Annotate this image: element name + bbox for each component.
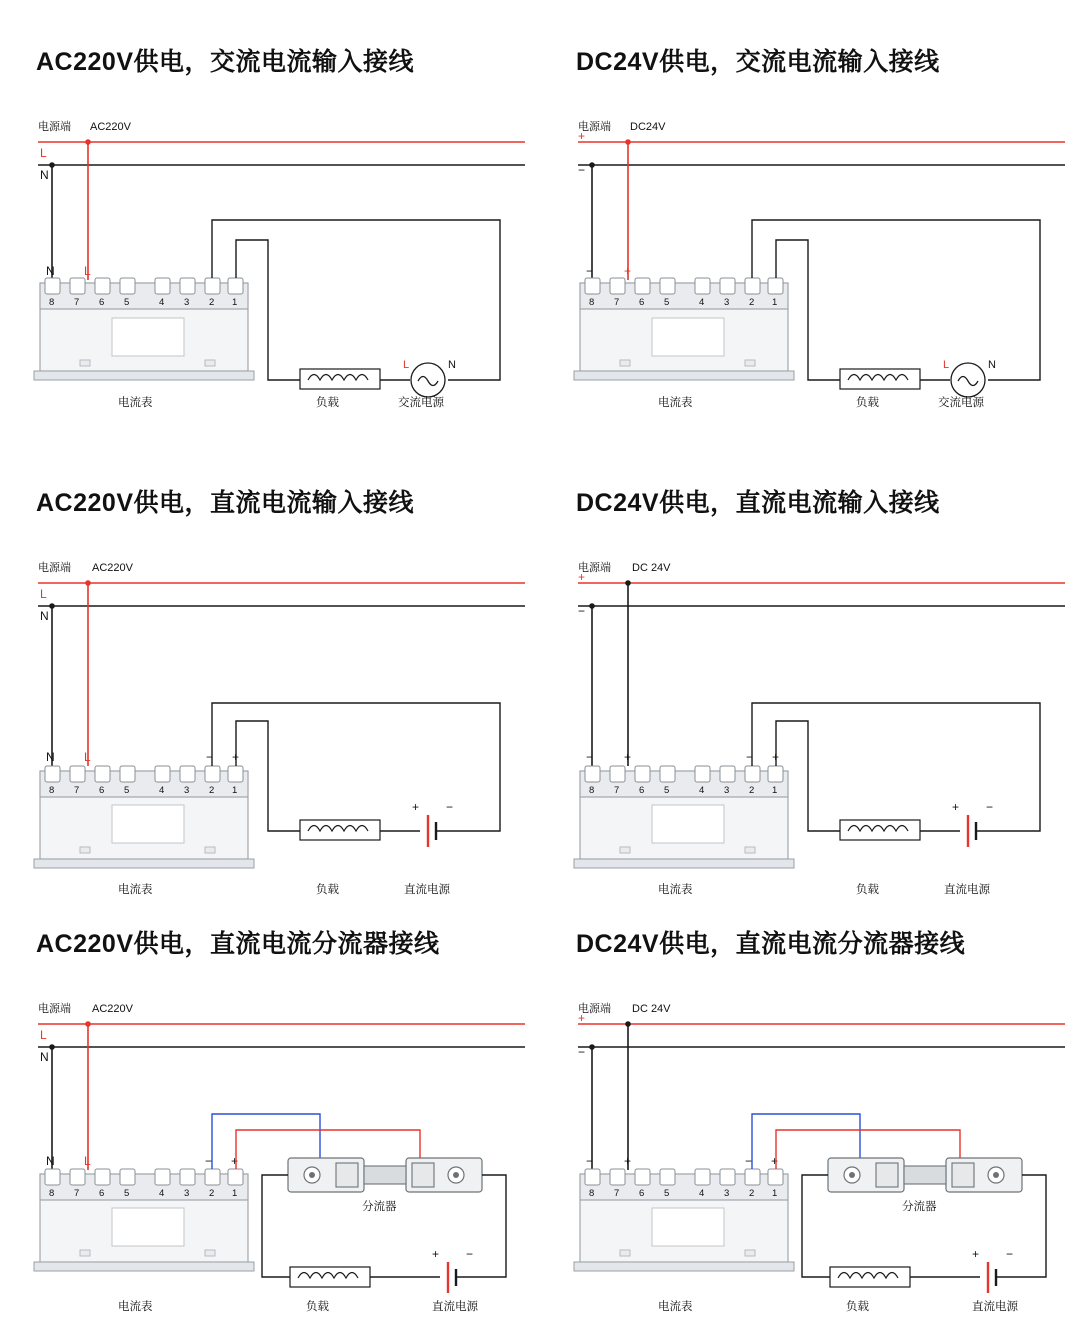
meter-caption: 电流表 <box>658 1301 693 1313</box>
junction-dot <box>49 1044 55 1050</box>
meter-button-left <box>620 360 630 366</box>
meter-caption: 电流表 <box>658 397 693 409</box>
svg-text:1: 1 <box>232 785 238 796</box>
svg-text:5: 5 <box>664 1188 670 1199</box>
svg-text:4: 4 <box>159 785 165 796</box>
terminal-left-label: N <box>46 1154 55 1168</box>
input-terminal-right-label: + <box>231 1154 239 1168</box>
source-caption: 直流电源 <box>404 884 450 896</box>
terminal-right-label: + <box>624 750 632 764</box>
meter-button-left <box>620 847 630 853</box>
terminal-right-label: + <box>624 264 632 278</box>
svg-text:8: 8 <box>589 1188 595 1199</box>
svg-text:6: 6 <box>99 297 105 308</box>
panel-title: AC220V供电，交流电流输入接线 <box>36 48 414 76</box>
panel-diagram <box>540 521 1080 896</box>
svg-text:5: 5 <box>124 1188 130 1199</box>
source-terminal-left-label: + <box>952 800 960 814</box>
svg-text:2: 2 <box>749 785 755 796</box>
measure-loop-outer <box>752 703 1040 831</box>
panel-diagram <box>0 962 540 1322</box>
svg-text:8: 8 <box>49 785 55 796</box>
svg-text:7: 7 <box>74 1188 80 1199</box>
source-terminal-right-label: − <box>446 800 454 814</box>
svg-text:3: 3 <box>724 1188 730 1199</box>
supply-label: 电源端 <box>38 121 71 133</box>
svg-text:2: 2 <box>209 785 215 796</box>
svg-text:7: 7 <box>614 297 620 308</box>
svg-text:2: 2 <box>209 297 215 308</box>
meter-display <box>112 1208 184 1246</box>
meter-display <box>112 318 184 356</box>
junction-dot <box>85 1021 91 1027</box>
terminal-left-label: N <box>46 264 55 278</box>
supply-value: AC220V <box>92 1003 133 1015</box>
panel-ac220v-ac-current <box>0 0 540 441</box>
svg-text:5: 5 <box>664 785 670 796</box>
panel-diagram <box>540 80 1080 440</box>
input-terminal-left-label: − <box>745 1154 753 1168</box>
panel-title: DC24V供电，交流电流输入接线 <box>576 48 940 76</box>
supply-value: AC220V <box>92 562 133 574</box>
terminal-left-label: − <box>586 1154 594 1168</box>
panel-ac220v-dc-shunt <box>0 882 540 1324</box>
terminal-left-label: − <box>586 264 594 278</box>
bus-bottom-label: − <box>578 1045 586 1059</box>
diagram-svg-6 <box>540 962 1080 1322</box>
panel-title: DC24V供电，直流电流输入接线 <box>576 489 940 517</box>
source-terminal-left-label: + <box>972 1247 980 1261</box>
junction-dot <box>589 603 595 609</box>
panel-title: AC220V供电，直流电流分流器接线 <box>36 930 440 958</box>
panel-dc24v-dc-current <box>540 441 1080 896</box>
bus-top-label: L <box>40 146 47 160</box>
measure-loop-outer <box>212 703 500 831</box>
panel-dc24v-dc-shunt <box>540 882 1080 1324</box>
bus-bottom-label: N <box>40 168 49 182</box>
diagram-svg-5 <box>0 962 540 1322</box>
meter-display <box>112 805 184 843</box>
meter-base <box>34 859 254 868</box>
svg-text:6: 6 <box>99 785 105 796</box>
supply-value: AC220V <box>90 121 131 133</box>
supply-label: 电源端 <box>578 562 611 574</box>
meter-button-left <box>80 1250 90 1256</box>
meter-button-left <box>80 847 90 853</box>
svg-text:1: 1 <box>772 297 778 308</box>
svg-text:5: 5 <box>124 297 130 308</box>
meter-button-right <box>745 847 755 853</box>
dc-source-symbol <box>988 1262 1018 1293</box>
dc-source-symbol <box>428 815 460 847</box>
svg-text:3: 3 <box>724 785 730 796</box>
source-caption: 直流电源 <box>432 1301 478 1313</box>
source-caption: 交流电源 <box>938 397 984 409</box>
meter-button-right <box>745 1250 755 1256</box>
source-terminal-right-label: − <box>1006 1247 1014 1261</box>
bus-bottom-label: − <box>578 604 586 618</box>
svg-text:2: 2 <box>749 297 755 308</box>
svg-text:7: 7 <box>614 1188 620 1199</box>
panel-title: DC24V供电，直流电流分流器接线 <box>576 930 966 958</box>
bus-top-label: + <box>578 129 586 143</box>
svg-text:8: 8 <box>589 785 595 796</box>
meter-button-right <box>205 847 215 853</box>
meter-button-right <box>205 1250 215 1256</box>
source-caption: 交流电源 <box>398 397 444 409</box>
meter-caption: 电流表 <box>118 1301 153 1313</box>
svg-text:1: 1 <box>232 1188 238 1199</box>
meter-display <box>652 805 724 843</box>
shunt-caption: 分流器 <box>362 1201 397 1213</box>
svg-text:8: 8 <box>49 1188 55 1199</box>
bus-bottom-label: N <box>40 609 49 623</box>
input-terminal-right-label: + <box>772 750 780 764</box>
svg-text:3: 3 <box>724 297 730 308</box>
terminal-right-label: L <box>84 750 91 764</box>
svg-text:2: 2 <box>209 1188 215 1199</box>
bus-top-label: L <box>40 587 47 601</box>
shunt-caption: 分流器 <box>902 1201 937 1213</box>
input-terminal-right-label: + <box>232 750 240 764</box>
dc-source-symbol <box>968 815 1000 847</box>
junction-dot <box>589 162 595 168</box>
panel-diagram <box>0 80 540 440</box>
shunt-symbol <box>828 1158 1022 1192</box>
supply-label: 电源端 <box>578 121 611 133</box>
diagram-svg-2 <box>540 80 1080 440</box>
svg-text:2: 2 <box>749 1188 755 1199</box>
source-caption: 直流电源 <box>972 1301 1018 1313</box>
measure-loop-outer <box>752 220 1040 380</box>
meter-base <box>34 371 254 380</box>
terminal-right-label: L <box>84 264 91 278</box>
meter-button-right <box>205 360 215 366</box>
bus-bottom-label: N <box>40 1050 49 1064</box>
supply-value: DC 24V <box>632 562 671 574</box>
load-caption: 负载 <box>856 397 879 409</box>
source-terminal-left-label: L <box>403 359 410 371</box>
svg-text:1: 1 <box>772 1188 778 1199</box>
meter-caption: 电流表 <box>118 397 153 409</box>
input-terminal-right-label: + <box>771 1154 779 1168</box>
supply-label: 电源端 <box>578 1003 611 1015</box>
svg-text:4: 4 <box>699 785 705 796</box>
svg-text:1: 1 <box>772 785 778 796</box>
supply-label: 电源端 <box>38 1003 71 1015</box>
svg-text:5: 5 <box>664 297 670 308</box>
meter-caption: 电流表 <box>658 884 693 896</box>
source-caption: 直流电源 <box>944 884 990 896</box>
svg-text:4: 4 <box>159 297 165 308</box>
bus-top-label: L <box>40 1028 47 1042</box>
svg-text:6: 6 <box>99 1188 105 1199</box>
svg-text:7: 7 <box>74 297 80 308</box>
diagram-svg-1 <box>0 80 540 440</box>
panel-title: AC220V供电，直流电流输入接线 <box>36 489 414 517</box>
load-caption: 负载 <box>846 1301 869 1313</box>
bus-bottom-label: − <box>578 163 586 177</box>
svg-text:3: 3 <box>184 785 190 796</box>
supply-label: 电源端 <box>38 562 71 574</box>
source-terminal-left-label: + <box>412 800 420 814</box>
svg-text:6: 6 <box>639 785 645 796</box>
svg-text:8: 8 <box>589 297 595 308</box>
terminal-right-label: + <box>624 1154 632 1168</box>
panel-diagram <box>540 962 1080 1322</box>
svg-text:5: 5 <box>124 785 130 796</box>
junction-dot <box>625 1021 631 1027</box>
svg-text:1: 1 <box>232 297 238 308</box>
bus-top-label: + <box>578 1011 586 1025</box>
meter-base <box>574 859 794 868</box>
load-caption: 负载 <box>856 884 879 896</box>
junction-dot <box>49 162 55 168</box>
meter-display <box>652 1208 724 1246</box>
junction-dot <box>625 139 631 145</box>
supply-value: DC 24V <box>632 1003 671 1015</box>
junction-dot <box>85 139 91 145</box>
source-terminal-left-label: + <box>432 1247 440 1261</box>
svg-text:6: 6 <box>639 297 645 308</box>
input-terminal-left-label: − <box>205 1154 213 1168</box>
load-caption: 负载 <box>316 884 339 896</box>
meter-button-left <box>80 360 90 366</box>
junction-dot <box>589 1044 595 1050</box>
supply-value: DC24V <box>630 121 666 133</box>
load-caption: 负载 <box>306 1301 329 1313</box>
meter-base <box>574 371 794 380</box>
terminal-left-label: − <box>586 750 594 764</box>
svg-text:3: 3 <box>184 1188 190 1199</box>
panel-ac220v-dc-current <box>0 441 540 896</box>
junction-dot <box>85 580 91 586</box>
panel-dc24v-ac-current <box>540 0 1080 441</box>
svg-text:7: 7 <box>614 785 620 796</box>
svg-text:4: 4 <box>699 1188 705 1199</box>
panel-diagram <box>0 521 540 896</box>
junction-dot <box>49 603 55 609</box>
meter-display <box>652 318 724 356</box>
diagram-svg-4 <box>540 521 1080 896</box>
terminal-left-label: N <box>46 750 55 764</box>
shunt-symbol <box>288 1158 482 1192</box>
svg-text:3: 3 <box>184 297 190 308</box>
meter-button-right <box>745 360 755 366</box>
source-terminal-right-label: N <box>988 359 996 371</box>
bus-top-label: + <box>578 570 586 584</box>
meter-base <box>574 1262 794 1271</box>
svg-text:8: 8 <box>49 297 55 308</box>
terminal-right-label: L <box>84 1154 91 1168</box>
meter-button-left <box>620 1250 630 1256</box>
source-terminal-left-label: L <box>943 359 950 371</box>
svg-text:7: 7 <box>74 785 80 796</box>
meter-base <box>34 1262 254 1271</box>
source-terminal-right-label: − <box>986 800 994 814</box>
svg-text:4: 4 <box>159 1188 165 1199</box>
meter-caption: 电流表 <box>118 884 153 896</box>
source-terminal-right-label: N <box>448 359 456 371</box>
junction-dot <box>625 580 631 586</box>
measure-loop-outer <box>212 220 500 380</box>
input-terminal-left-label: − <box>206 750 214 764</box>
dc-source-symbol <box>448 1262 478 1293</box>
source-terminal-right-label: − <box>466 1247 474 1261</box>
load-caption: 负载 <box>316 397 339 409</box>
svg-text:4: 4 <box>699 297 705 308</box>
diagram-svg-3 <box>0 521 540 896</box>
svg-text:6: 6 <box>639 1188 645 1199</box>
input-terminal-left-label: − <box>746 750 754 764</box>
